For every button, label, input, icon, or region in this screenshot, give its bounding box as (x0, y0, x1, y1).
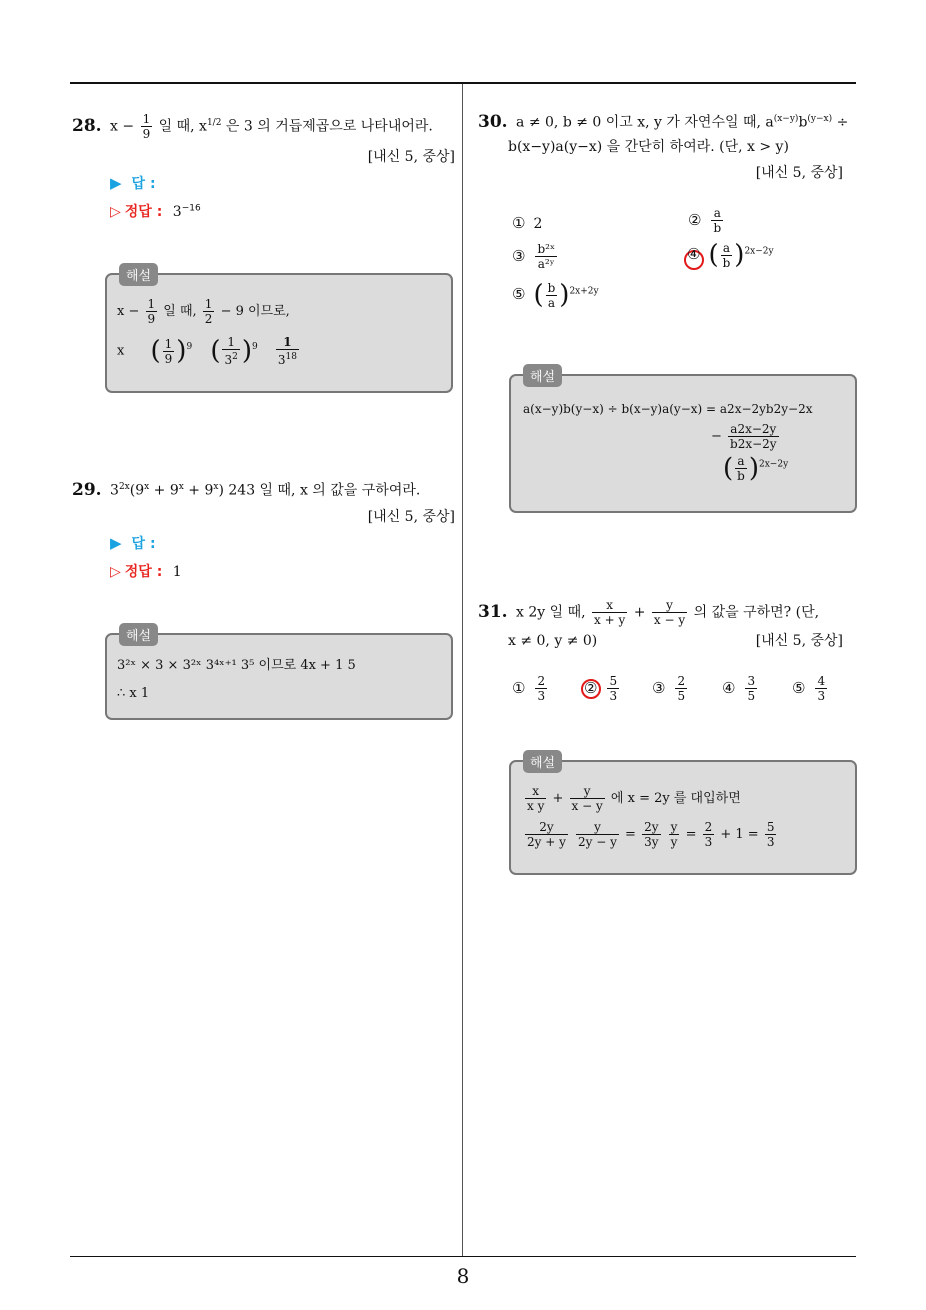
option-frac (745, 674, 757, 703)
sol-frac (765, 820, 777, 849)
paren-close: ) (748, 453, 759, 484)
q29-exp: 2x (118, 482, 130, 492)
option-number: ④ (687, 245, 701, 263)
frac-den: 2 (204, 312, 213, 326)
sol-frac (525, 820, 568, 849)
frac-den: b (737, 469, 745, 483)
correct-label: 정답 : (124, 204, 163, 220)
frac-den: 3 (537, 689, 546, 703)
question-number: 29. (72, 479, 102, 500)
frac-num: y (576, 820, 619, 835)
sol-frac (735, 454, 747, 483)
q30-text: ÷ (832, 114, 849, 131)
frac-num: x (592, 598, 627, 613)
solution-tag: 해설 (119, 623, 158, 646)
solution-tag: 해설 (523, 750, 562, 773)
q28-source: [내신 5, 중상] (367, 149, 455, 165)
option-number: ⑤ (792, 678, 806, 697)
frac-den: x y (527, 799, 545, 813)
paren-open: ( (708, 240, 719, 270)
option-value: 2 (533, 216, 543, 232)
option-number: ② (688, 210, 702, 229)
frac-num: 2 (537, 674, 546, 688)
option-exp: 2x−2y (744, 246, 774, 257)
q31-source: [내신 5, 중상] (755, 633, 843, 649)
frac-num: 1 (164, 336, 173, 351)
frac-num: y (570, 784, 605, 799)
sol-frac (728, 422, 779, 451)
column-divider (462, 84, 463, 1256)
frac-den: x − y (571, 799, 603, 813)
q31-option-4[interactable] (722, 674, 759, 703)
q30-option-5[interactable] (512, 280, 599, 310)
frac-den: 2y + y (527, 835, 566, 849)
option-number: ① (512, 214, 526, 232)
sol-frac (642, 820, 660, 849)
sol-exp: 18 (285, 352, 297, 362)
frac-den: 5 (747, 689, 756, 703)
answer-triangle-icon: ▶ (110, 534, 122, 552)
frac-num: 1 (142, 112, 151, 127)
q28-fraction (141, 112, 153, 141)
question-number: 30. (478, 111, 508, 132)
sol-frac-half (203, 297, 215, 326)
option-number: ⑤ (512, 285, 526, 303)
frac-den: 3 (224, 353, 233, 367)
paren-close: ) (176, 336, 187, 366)
frac-num: a (721, 241, 733, 256)
question-number: 31. (478, 601, 508, 622)
q31-option-5[interactable] (792, 674, 829, 703)
sol-frac (576, 820, 619, 849)
q28-sol-line2 (117, 335, 301, 367)
q29-solution-box (105, 629, 453, 720)
frac-den: 3 (704, 835, 713, 849)
frac-den: a²ʸ (537, 257, 555, 271)
q31-option-1[interactable] (512, 674, 549, 703)
frac-den: 5 (677, 689, 686, 703)
q30-text: b (798, 114, 808, 131)
q29-source: [내신 5, 중상] (367, 509, 455, 525)
sol-frac (146, 297, 158, 326)
q29-exp: x (178, 482, 184, 492)
q28-text-mid: 일 때, x (158, 118, 207, 135)
frac-den: 9 (147, 312, 156, 326)
q29-exp: x (144, 482, 150, 492)
sol-eq: = (681, 827, 701, 842)
frac-num: 5 (609, 674, 618, 688)
q29-sol-line1: 3²ˣ × 3 × 3²ˣ 3⁴ˣ⁺¹ 3⁵ 이므로 4x + 1 5 (117, 658, 356, 673)
frac-den: x − y (653, 613, 686, 627)
frac-num: b (547, 280, 556, 295)
frac-den: y (670, 835, 678, 849)
q29-answer-line (110, 533, 156, 553)
option-number: ② (584, 678, 598, 697)
answer-label: 답 : (131, 176, 156, 192)
q28-text-pre: x − (110, 118, 139, 135)
q31-frac (592, 598, 627, 627)
top-rule (70, 82, 856, 84)
question-28 (72, 112, 462, 141)
q31-line2: x ≠ 0, y ≠ 0) (508, 633, 598, 649)
question-30 (478, 108, 863, 134)
option-number: ③ (652, 678, 666, 697)
sol-exp: 9 (252, 342, 258, 353)
option-number: ① (512, 678, 526, 697)
option-frac (721, 241, 733, 270)
sol-frac (669, 820, 680, 849)
q29-text: + 9 (183, 482, 214, 499)
q30-option-4[interactable] (687, 240, 774, 270)
correct-value: 3 (172, 204, 182, 220)
option-frac (546, 281, 558, 310)
q29-text: 3 (110, 482, 119, 499)
frac-den: 3 (766, 835, 775, 849)
sol-text: 에 x = 2y 를 대입하면 (606, 791, 741, 806)
frac-den: 3y (644, 835, 659, 849)
q28-exp: 1/2 (206, 118, 222, 128)
frac-num: y (670, 820, 678, 834)
sol-frac (703, 820, 715, 849)
q30-sol-line2 (711, 422, 781, 451)
frac-num: 5 (766, 820, 775, 834)
q30-exp: (y−x) (807, 114, 833, 124)
sol-result (276, 335, 299, 367)
q30-solution-box (509, 370, 857, 513)
frac-num: x (525, 784, 546, 799)
option-frac (815, 674, 827, 703)
answer-triangle-icon: ▶ (110, 174, 122, 192)
sol-x: x (117, 343, 125, 359)
q31-sol-line2 (523, 820, 778, 849)
option-frac (535, 242, 557, 271)
frac-den: 9 (142, 127, 151, 142)
q31-option-3[interactable] (652, 674, 689, 703)
option-number: ④ (722, 678, 736, 697)
q29-exp: x (213, 482, 219, 492)
q28-answer-line (110, 173, 156, 193)
option-frac (607, 674, 619, 703)
frac-num: y (652, 598, 687, 613)
sol-text: x − (117, 304, 144, 319)
q31-option-2[interactable] (584, 674, 621, 703)
q31-frac (652, 598, 687, 627)
sol-text: + 1 = (716, 827, 763, 842)
q29-text: + 9 (149, 482, 179, 499)
sol-exp: 9 (186, 342, 193, 353)
page-number: 8 (456, 1264, 470, 1288)
q30-sol-line3 (723, 454, 788, 483)
q31-plus: + (629, 604, 650, 621)
bottom-rule (70, 1256, 856, 1257)
q30-sol-line1: a(x−y)b(y−x) ÷ b(x−y)a(y−x) = a2x−2yb2y−2x (523, 402, 813, 416)
option-number: ③ (512, 246, 526, 265)
paren-close: ) (241, 336, 252, 366)
question-31 (478, 598, 863, 627)
q30-option-3[interactable] (512, 242, 559, 271)
correct-label: 정답 : (124, 564, 163, 580)
frac-num: a (711, 206, 723, 221)
frac-den: 9 (164, 351, 173, 366)
frac-den: b (713, 221, 722, 235)
frac-num: 4 (817, 674, 826, 688)
q30-option-2[interactable] (688, 206, 725, 235)
frac-den: 2y − y (578, 835, 617, 849)
correct-triangle-icon: ▷ (110, 204, 121, 220)
frac-den: x + y (594, 613, 626, 627)
frac-num: 1 (204, 297, 213, 311)
paren-close: ) (559, 280, 570, 310)
question-number: 28. (72, 115, 102, 136)
solution-tag: 해설 (523, 364, 562, 387)
sol-eq: = (620, 827, 641, 842)
q31-text: 의 값을 구하면? (단, (689, 604, 820, 621)
frac-num: a2x−2y (728, 422, 779, 437)
option-exp: 2x+2y (569, 286, 599, 297)
q31-sol-line1 (523, 784, 741, 813)
q28-text-post: 은 3 의 거듭제곱으로 나타내어라. (221, 118, 433, 135)
option-frac (675, 674, 687, 703)
q30-exp: (x−y) (773, 114, 799, 124)
correct-value: 1 (172, 564, 182, 580)
option-frac (535, 674, 547, 703)
q28-sol-line1 (117, 297, 290, 326)
option-frac (711, 206, 723, 235)
q30-source: [내신 5, 중상] (755, 165, 843, 181)
q30-text: a ≠ 0, b ≠ 0 이고 x, y 가 자연수일 때, a (516, 114, 774, 131)
frac-num: 1 (147, 297, 156, 311)
frac-num: 2y (525, 820, 568, 835)
frac-den: 3 (609, 689, 618, 703)
correct-exp: −16 (181, 203, 201, 214)
frac-den: b2x−2y (730, 437, 777, 451)
q31-solution-box (509, 756, 857, 875)
paren-open: ( (723, 453, 734, 484)
sol-plus (570, 827, 574, 842)
sol-frac (570, 784, 605, 813)
q29-text: ) 243 일 때, x 의 값을 구하여라. (218, 482, 421, 499)
correct-triangle-icon: ▷ (110, 564, 121, 580)
q30-option-1[interactable] (512, 214, 542, 232)
frac-num: b²ˣ (537, 242, 556, 256)
answer-label: 답 : (131, 536, 156, 552)
frac-den: 3 (817, 689, 826, 703)
sol-plus (663, 827, 667, 842)
frac-num: 1 (276, 335, 299, 350)
q28-solution-box (105, 269, 453, 393)
sol-text: 일 때, (159, 304, 201, 319)
paren-open: ( (210, 336, 221, 366)
frac-num: 2 (677, 674, 686, 688)
paren-close: ) (734, 240, 745, 270)
sol-exp: 2x−2y (759, 459, 789, 470)
frac-num: 2 (704, 820, 713, 834)
sol-frac (525, 784, 546, 813)
q30-line2: b(x−y)a(y−x) 을 간단히 하여라. (단, x > y) (508, 139, 789, 155)
frac-num: 2y (644, 820, 659, 834)
q31-text: x 2y 일 때, (516, 604, 591, 621)
question-29 (72, 476, 462, 502)
q29-text: (9 (129, 482, 145, 499)
q28-correct-line (110, 201, 201, 221)
frac-num: 1 (222, 335, 239, 350)
sol-frac-3sq (222, 335, 239, 367)
q29-correct-line (110, 561, 182, 581)
sol-text: − 9 이므로, (216, 304, 290, 319)
solution-tag: 해설 (119, 263, 158, 286)
paren-open: ( (533, 280, 544, 310)
frac-num: 3 (747, 674, 756, 688)
sol-plus: + (548, 791, 568, 806)
frac-num: a (735, 454, 747, 469)
sol-text: − (711, 429, 727, 444)
paren-open: ( (150, 336, 161, 366)
q29-sol-line2: ∴ x 1 (117, 686, 150, 701)
frac-den: 3 (277, 353, 286, 367)
frac-den: b (722, 255, 731, 270)
sol-exp: 2 (232, 352, 238, 362)
sol-frac-ninth (163, 337, 175, 366)
frac-den: a (547, 295, 556, 310)
